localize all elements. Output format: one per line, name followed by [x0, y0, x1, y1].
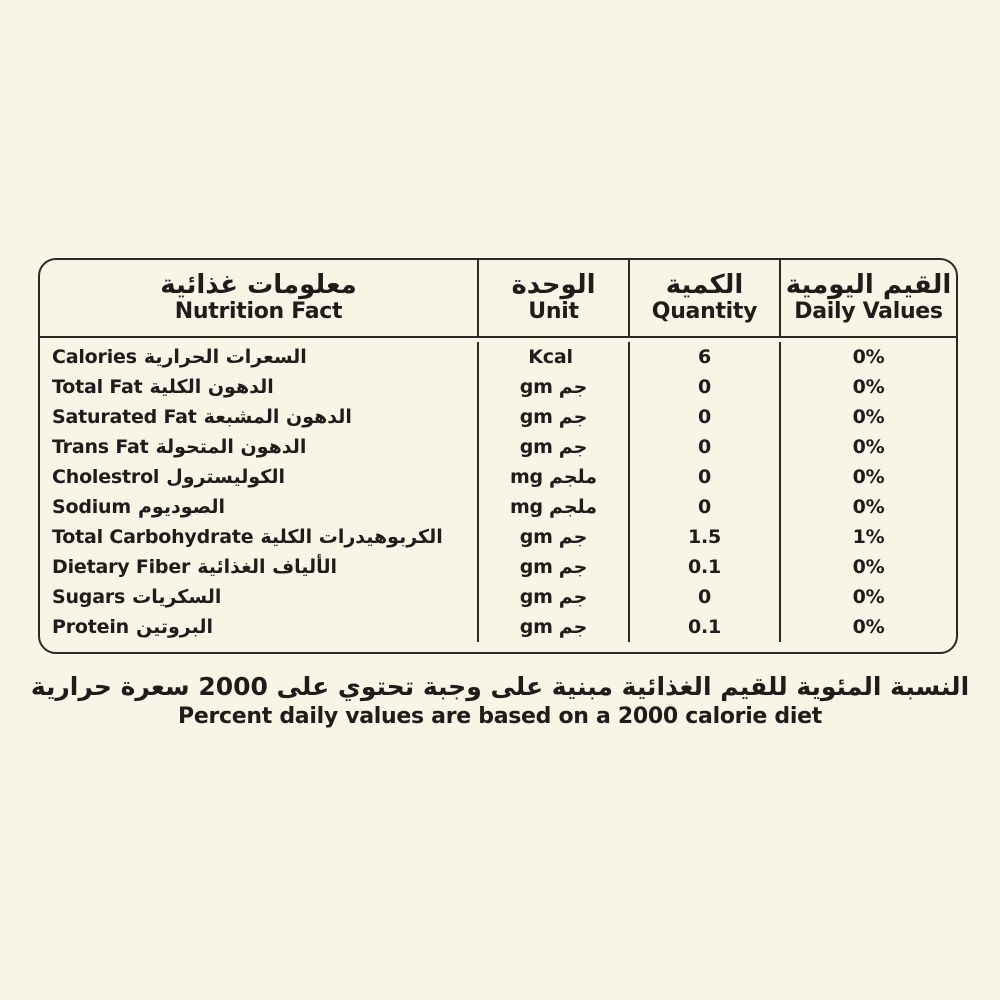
header-daily-values-arabic: القيم اليومية	[785, 270, 952, 301]
header-quantity-arabic: الكمية	[665, 270, 744, 301]
unit-english: gm	[519, 556, 553, 578]
daily-value-cell	[779, 492, 956, 522]
unit-arabic: جم	[558, 616, 588, 638]
quantity-value: 0	[697, 466, 712, 488]
nutrient-name-arabic: السعرات الحرارية	[143, 346, 307, 368]
quantity-cell	[628, 342, 779, 372]
unit-english: gm	[519, 616, 553, 638]
daily-value-cell	[779, 432, 956, 462]
quantity-cell	[628, 552, 779, 582]
footer-disclaimer-english: Percent daily values are based on a 2000 calorie diet	[178, 704, 822, 729]
nutrient-name-cell	[40, 492, 477, 522]
quantity-value: 0	[697, 436, 712, 458]
daily-value: 0%	[852, 376, 885, 398]
header-daily-values	[779, 260, 956, 338]
nutrient-name-arabic: الكوليسترول	[166, 466, 285, 488]
nutrient-name-arabic: الكربوهيدرات الكلية	[260, 526, 443, 548]
quantity-value: 0	[697, 586, 712, 608]
header-nutrition-fact-english: Nutrition Fact	[174, 299, 343, 325]
daily-value: 0%	[852, 616, 885, 638]
nutrient-name-cell	[40, 402, 477, 432]
quantity-cell	[628, 432, 779, 462]
quantity-cell	[628, 402, 779, 432]
daily-value: 1%	[852, 526, 885, 548]
unit-english: gm	[519, 436, 553, 458]
quantity-value: 0	[697, 496, 712, 518]
nutrient-name-cell	[40, 552, 477, 582]
unit-arabic: جم	[558, 526, 588, 548]
unit-arabic: جم	[558, 586, 588, 608]
nutrient-name-cell	[40, 432, 477, 462]
unit-arabic: ملجم	[548, 466, 598, 488]
unit-english: mg	[509, 466, 543, 488]
quantity-value: 6	[697, 346, 712, 368]
nutrient-name-english: Calories	[52, 346, 137, 368]
unit-arabic: جم	[558, 436, 588, 458]
daily-value: 0%	[852, 346, 885, 368]
quantity-cell	[628, 612, 779, 642]
quantity-value: 0	[697, 406, 712, 428]
daily-value: 0%	[852, 556, 885, 578]
daily-value: 0%	[852, 406, 885, 428]
header-quantity	[628, 260, 779, 338]
table-body	[40, 338, 956, 652]
nutrient-name-arabic: البروتين	[135, 616, 213, 638]
footer-disclaimer-arabic: النسبة المئوية للقيم الغذائية مبنية على وجبة تحتوي على 2000 سعرة حرارية	[30, 672, 970, 701]
daily-value-cell	[779, 612, 956, 642]
header-unit-arabic: الوحدة	[511, 270, 596, 301]
daily-value: 0%	[852, 496, 885, 518]
nutrient-name-english: Total Fat	[52, 376, 143, 398]
unit-english: gm	[519, 586, 553, 608]
nutrient-name-arabic: الألياف الغذائية	[197, 556, 337, 578]
unit-arabic: جم	[558, 376, 588, 398]
footer-disclaimer	[0, 672, 1000, 730]
nutrient-name-english: Sugars	[52, 586, 126, 608]
header-nutrition-fact-arabic: معلومات غذائية	[160, 270, 357, 301]
quantity-cell	[628, 492, 779, 522]
nutrient-name-arabic: الدهون المشبعة	[203, 406, 352, 428]
table-header-row	[40, 260, 956, 338]
unit-english: gm	[519, 406, 553, 428]
unit-english: gm	[519, 376, 553, 398]
nutrient-name-english: Total Carbohydrate	[52, 526, 254, 548]
unit-cell	[477, 342, 628, 372]
daily-value: 0%	[852, 466, 885, 488]
nutrient-name-english: Trans Fat	[52, 436, 149, 458]
unit-cell	[477, 372, 628, 402]
quantity-cell	[628, 582, 779, 612]
header-daily-values-english: Daily Values	[794, 299, 943, 325]
nutrient-name-cell	[40, 372, 477, 402]
daily-value-cell	[779, 552, 956, 582]
daily-value-cell	[779, 462, 956, 492]
daily-value-cell	[779, 342, 956, 372]
unit-english: mg	[509, 496, 543, 518]
quantity-cell	[628, 372, 779, 402]
unit-cell	[477, 462, 628, 492]
header-unit	[477, 260, 628, 338]
unit-cell	[477, 522, 628, 552]
nutrient-name-arabic: الدهون المتحولة	[155, 436, 307, 458]
quantity-value: 0	[697, 376, 712, 398]
nutrient-name-english: Dietary Fiber	[52, 556, 191, 578]
daily-value-cell	[779, 402, 956, 432]
nutrient-name-cell	[40, 612, 477, 642]
quantity-value: 0.1	[687, 616, 722, 638]
nutrient-name-cell	[40, 462, 477, 492]
header-unit-english: Unit	[528, 299, 579, 325]
quantity-cell	[628, 462, 779, 492]
nutrient-name-arabic: الصوديوم	[137, 496, 225, 518]
nutrient-name-english: Sodium	[52, 496, 131, 518]
nutrient-name-arabic: السكريات	[132, 586, 222, 608]
unit-arabic: ملجم	[548, 496, 598, 518]
quantity-value: 1.5	[687, 526, 722, 548]
nutrient-name-cell	[40, 522, 477, 552]
unit-english: gm	[519, 526, 553, 548]
quantity-cell	[628, 522, 779, 552]
nutrition-table	[38, 258, 958, 654]
nutrient-name-cell	[40, 582, 477, 612]
nutrient-name-english: Protein	[52, 616, 129, 638]
nutrient-name-english: Cholestrol	[52, 466, 160, 488]
daily-value: 0%	[852, 436, 885, 458]
unit-cell	[477, 402, 628, 432]
daily-value-cell	[779, 582, 956, 612]
header-nutrition-fact	[40, 260, 477, 338]
unit-cell	[477, 612, 628, 642]
daily-value-cell	[779, 372, 956, 402]
nutrient-name-english: Saturated Fat	[52, 406, 197, 428]
daily-value: 0%	[852, 586, 885, 608]
header-quantity-english: Quantity	[651, 299, 758, 325]
nutrient-name-cell	[40, 342, 477, 372]
daily-value-cell	[779, 522, 956, 552]
quantity-value: 0.1	[687, 556, 722, 578]
unit-cell	[477, 432, 628, 462]
unit-arabic: جم	[558, 556, 588, 578]
unit-cell	[477, 552, 628, 582]
unit-arabic: جم	[558, 406, 588, 428]
unit-cell	[477, 582, 628, 612]
unit-english: Kcal	[528, 346, 573, 368]
unit-cell	[477, 492, 628, 522]
nutrient-name-arabic: الدهون الكلية	[149, 376, 274, 398]
